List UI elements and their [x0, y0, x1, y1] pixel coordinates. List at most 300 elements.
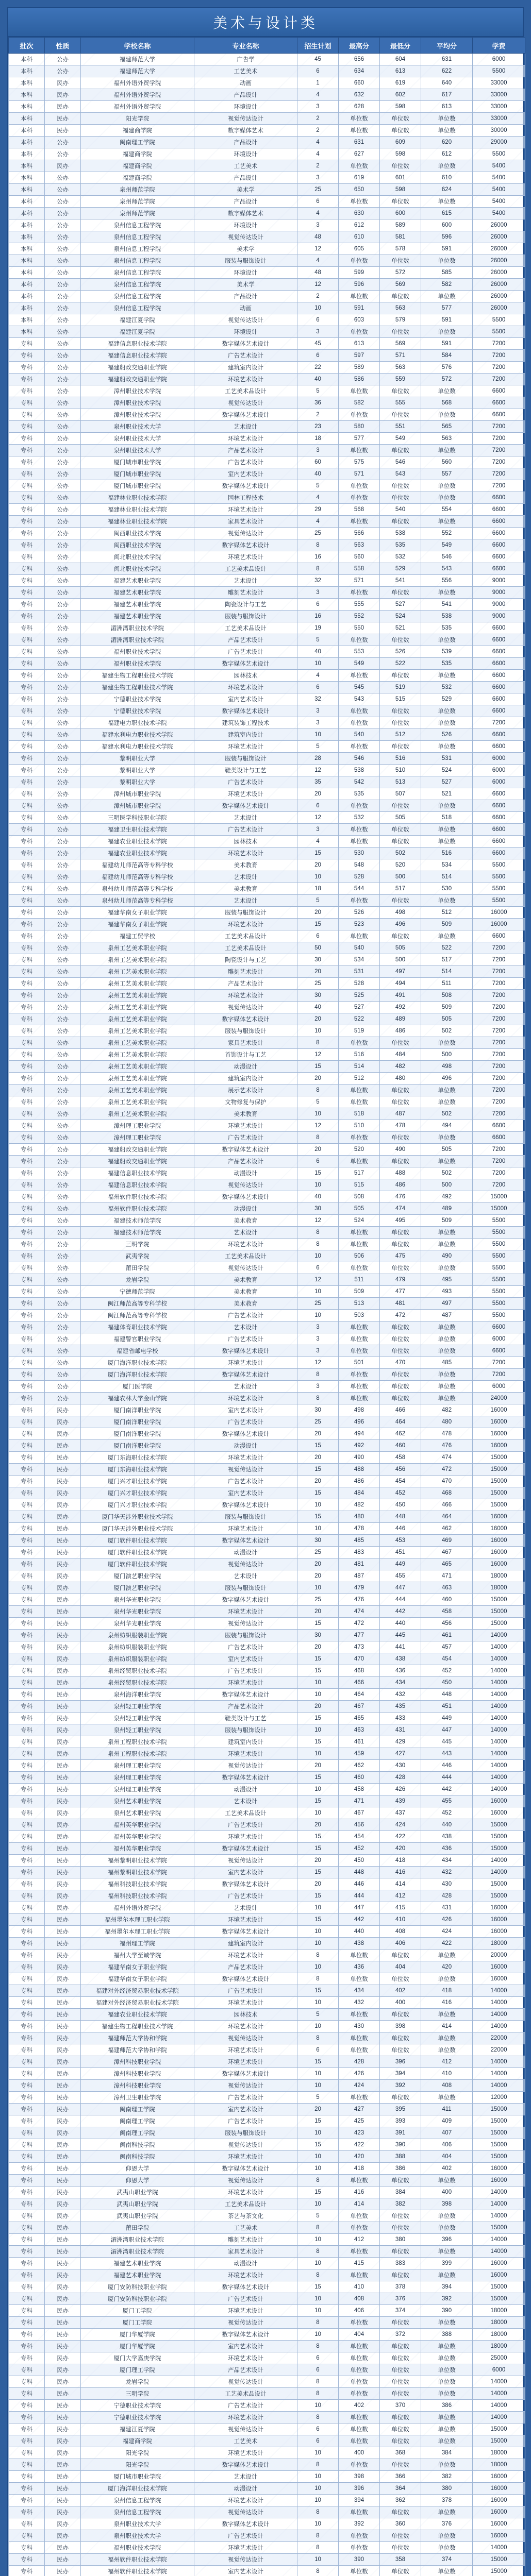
- min-score-cell: 415: [380, 1902, 421, 1914]
- batch-cell: 专科: [9, 2495, 45, 2506]
- plan-cell: 20: [297, 907, 339, 919]
- fee-cell: 18000: [473, 2459, 525, 2471]
- min-score-cell: 360: [380, 2518, 421, 2530]
- fee-cell: 14000: [473, 1867, 525, 1878]
- school-cell: 武夷山职业学院: [81, 2198, 194, 2210]
- school-cell: 泉州艺术职业学院: [81, 1807, 194, 1819]
- batch-cell: 专科: [9, 1653, 45, 1665]
- fee-cell: 16000: [473, 1926, 525, 1938]
- batch-cell: 专科: [9, 2317, 45, 2329]
- school-cell: 泉州纺织服装职业学院: [81, 1641, 194, 1653]
- avg-score-cell: 471: [421, 1570, 473, 1582]
- school-cell: 厦门医学院: [81, 1381, 194, 1393]
- fee-cell: 14000: [473, 2542, 525, 2554]
- major-cell: 视觉传达设计: [194, 397, 297, 409]
- plan-cell: 5: [297, 634, 339, 646]
- school-cell: 闽西职业技术学院: [81, 528, 194, 539]
- avg-score-cell: 508: [421, 990, 473, 1002]
- type-cell: 民办: [45, 2459, 81, 2471]
- table-row: [9, 1606, 525, 1618]
- max-score-cell: 430: [339, 2021, 380, 2032]
- avg-score-cell: 443: [421, 1748, 473, 1760]
- school-cell: 福建华南女子职业学院: [81, 919, 194, 930]
- table-row: [9, 2056, 525, 2068]
- major-cell: 美术教育: [194, 1274, 297, 1286]
- type-cell: 民办: [45, 1938, 81, 1950]
- batch-cell: 专科: [9, 1772, 45, 1784]
- plan-cell: 2: [297, 160, 339, 172]
- school-cell: 泉州理工职业学院: [81, 1772, 194, 1784]
- plan-cell: 3: [297, 1381, 339, 1393]
- plan-cell: 12: [297, 279, 339, 291]
- avg-score-cell: 455: [421, 1795, 473, 1807]
- avg-score-cell: 单位数: [421, 2459, 473, 2471]
- min-score-cell: 549: [380, 433, 421, 445]
- max-score-cell: 422: [339, 2139, 380, 2151]
- table-row: [9, 836, 525, 848]
- table-row: [9, 2080, 525, 2092]
- table-row: [9, 172, 525, 184]
- batch-cell: 专科: [9, 1108, 45, 1120]
- major-cell: 广告艺术设计: [194, 824, 297, 836]
- avg-score-cell: 376: [421, 2518, 473, 2530]
- batch-cell: 专科: [9, 2021, 45, 2032]
- min-score-cell: 396: [380, 2056, 421, 2068]
- major-cell: 动漫设计: [194, 1203, 297, 1215]
- batch-cell: 专科: [9, 2032, 45, 2044]
- batch-cell: 专科: [9, 1476, 45, 1487]
- batch-cell: 本科: [9, 77, 45, 89]
- fee-cell: 6600: [473, 788, 525, 800]
- school-cell: 福建信息职业技术学院: [81, 338, 194, 350]
- type-cell: 公办: [45, 693, 81, 705]
- max-score-cell: 461: [339, 1736, 380, 1748]
- plan-cell: 6: [297, 65, 339, 77]
- type-cell: 民办: [45, 2530, 81, 2542]
- type-cell: 公办: [45, 1369, 81, 1381]
- school-cell: 福建幼儿师范高等专科学校: [81, 871, 194, 883]
- plan-cell: 50: [297, 942, 339, 954]
- plan-cell: 15: [297, 2139, 339, 2151]
- major-cell: 数字媒体艺术设计: [194, 800, 297, 812]
- type-cell: 公办: [45, 231, 81, 243]
- min-score-cell: 581: [380, 231, 421, 243]
- school-cell: 厦门软件职业技术学院: [81, 1547, 194, 1558]
- max-score-cell: 508: [339, 1191, 380, 1203]
- plan-cell: 10: [297, 1807, 339, 1819]
- major-cell: 环境艺术设计: [194, 1239, 297, 1250]
- batch-cell: 专科: [9, 2163, 45, 2175]
- min-score-cell: 515: [380, 693, 421, 705]
- batch-cell: 专科: [9, 1855, 45, 1867]
- table-row: [9, 930, 525, 942]
- batch-cell: 专科: [9, 836, 45, 848]
- table-row: [9, 2281, 525, 2293]
- batch-cell: 专科: [9, 1037, 45, 1049]
- min-score-cell: 单位数: [380, 1973, 421, 1985]
- min-score-cell: 512: [380, 729, 421, 741]
- avg-score-cell: 单位数: [421, 1345, 473, 1357]
- max-score-cell: 575: [339, 456, 380, 468]
- table-row: [9, 1404, 525, 1416]
- type-cell: 公办: [45, 362, 81, 374]
- min-score-cell: 404: [380, 1961, 421, 1973]
- type-cell: 民办: [45, 2163, 81, 2175]
- max-score-cell: 548: [339, 859, 380, 871]
- batch-cell: 专科: [9, 516, 45, 528]
- type-cell: 民办: [45, 1570, 81, 1582]
- table-row: [9, 1037, 525, 1049]
- plan-cell: 6: [297, 2435, 339, 2447]
- avg-score-cell: 单位数: [421, 800, 473, 812]
- table-row: [9, 1985, 525, 1997]
- school-cell: 厦门华厦学院: [81, 2329, 194, 2341]
- batch-cell: 专科: [9, 824, 45, 836]
- avg-score-cell: 512: [421, 907, 473, 919]
- school-cell: 漳州城市职业学院: [81, 800, 194, 812]
- avg-score-cell: 单位数: [421, 2388, 473, 2400]
- type-cell: 民办: [45, 1416, 81, 1428]
- school-cell: 福建艺术职业学院: [81, 599, 194, 611]
- major-cell: 园林工程技术: [194, 492, 297, 504]
- min-score-cell: 单位数: [380, 2435, 421, 2447]
- table-row: [9, 2269, 525, 2281]
- school-cell: 三明学院: [81, 2388, 194, 2400]
- table-row: [9, 77, 525, 89]
- school-cell: 福建林业职业技术学院: [81, 504, 194, 516]
- table-row: [9, 765, 525, 776]
- fee-cell: 29000: [473, 137, 525, 148]
- school-cell: 泉州信息工程学院: [81, 291, 194, 302]
- max-score-cell: 496: [339, 1416, 380, 1428]
- school-cell: 泉州工艺美术职业学院: [81, 942, 194, 954]
- school-cell: 厦门南洋职业学院: [81, 1428, 194, 1440]
- table-row: [9, 2021, 525, 2032]
- batch-cell: 专科: [9, 954, 45, 966]
- avg-score-cell: 单位数: [421, 634, 473, 646]
- major-cell: 视觉传达设计: [194, 1558, 297, 1570]
- min-score-cell: 单位数: [380, 930, 421, 942]
- school-cell: 泉州信息工程学院: [81, 2495, 194, 2506]
- plan-cell: 10: [297, 2400, 339, 2412]
- major-cell: 视觉传达设计: [194, 2139, 297, 2151]
- min-score-cell: 单位数: [380, 2412, 421, 2424]
- plan-cell: 23: [297, 421, 339, 433]
- type-cell: 民办: [45, 2044, 81, 2056]
- plan-cell: 10: [297, 2127, 339, 2139]
- avg-score-cell: 378: [421, 2495, 473, 2506]
- type-cell: 民办: [45, 1689, 81, 1701]
- min-score-cell: 438: [380, 1653, 421, 1665]
- max-score-cell: 446: [339, 1878, 380, 1890]
- max-score-cell: 单位数: [339, 2388, 380, 2400]
- max-score-cell: 520: [339, 1144, 380, 1156]
- max-score-cell: 单位数: [339, 1037, 380, 1049]
- avg-score-cell: 526: [421, 729, 473, 741]
- school-cell: 福建生物工程职业技术学院: [81, 670, 194, 682]
- plan-cell: 25: [297, 1594, 339, 1606]
- major-cell: 环境设计: [194, 148, 297, 160]
- fee-cell: 5500: [473, 1250, 525, 1262]
- max-score-cell: 单位数: [339, 2032, 380, 2044]
- plan-cell: 10: [297, 1938, 339, 1950]
- batch-cell: 专科: [9, 1795, 45, 1807]
- min-score-cell: 单位数: [380, 1333, 421, 1345]
- min-score-cell: 486: [380, 1025, 421, 1037]
- table-row: [9, 2530, 525, 2542]
- school-cell: 泉州师范学院: [81, 208, 194, 219]
- min-score-cell: 单位数: [380, 2566, 421, 2576]
- plan-cell: 20: [297, 1570, 339, 1582]
- type-cell: 公办: [45, 1002, 81, 1013]
- batch-cell: 专科: [9, 456, 45, 468]
- table-row: [9, 788, 525, 800]
- type-cell: 公办: [45, 599, 81, 611]
- plan-cell: 8: [297, 563, 339, 575]
- batch-cell: 专科: [9, 1523, 45, 1535]
- min-score-cell: 477: [380, 1286, 421, 1298]
- major-cell: 环境设计: [194, 267, 297, 279]
- plan-cell: 8: [297, 2388, 339, 2400]
- avg-score-cell: 534: [421, 859, 473, 871]
- min-score-cell: 单位数: [380, 1381, 421, 1393]
- type-cell: 民办: [45, 1795, 81, 1807]
- avg-score-cell: 386: [421, 2400, 473, 2412]
- school-cell: 闽南科技学院: [81, 2139, 194, 2151]
- avg-score-cell: 556: [421, 575, 473, 587]
- batch-cell: 专科: [9, 2412, 45, 2424]
- avg-score-cell: 535: [421, 622, 473, 634]
- min-score-cell: 551: [380, 421, 421, 433]
- plan-cell: 20: [297, 1073, 339, 1084]
- table-row: [9, 2388, 525, 2400]
- table-row: [9, 1002, 525, 1013]
- min-score-cell: 380: [380, 2234, 421, 2246]
- fee-cell: 6600: [473, 539, 525, 551]
- batch-cell: 本科: [9, 148, 45, 160]
- max-score-cell: 单位数: [339, 705, 380, 717]
- avg-score-cell: 502: [421, 1167, 473, 1179]
- type-cell: 公办: [45, 445, 81, 456]
- plan-cell: 10: [297, 1250, 339, 1262]
- type-cell: 公办: [45, 1096, 81, 1108]
- fee-cell: 7200: [473, 433, 525, 445]
- type-cell: 公办: [45, 1203, 81, 1215]
- max-score-cell: 单位数: [339, 1156, 380, 1167]
- type-cell: 公办: [45, 326, 81, 338]
- plan-cell: 8: [297, 539, 339, 551]
- school-cell: 泉州工艺美术职业学院: [81, 1073, 194, 1084]
- batch-cell: 专科: [9, 2068, 45, 2080]
- max-score-cell: 487: [339, 1570, 380, 1582]
- batch-cell: 本科: [9, 219, 45, 231]
- min-score-cell: 单位数: [380, 717, 421, 729]
- fee-cell: 5500: [473, 326, 525, 338]
- plan-cell: 10: [297, 1677, 339, 1689]
- school-cell: 泉州工艺美术职业学院: [81, 954, 194, 966]
- batch-cell: 专科: [9, 1191, 45, 1203]
- major-cell: 产品艺术设计: [194, 2364, 297, 2376]
- batch-cell: 专科: [9, 1487, 45, 1499]
- max-score-cell: 428: [339, 2056, 380, 2068]
- major-cell: 数字媒体艺术设计: [194, 2518, 297, 2530]
- batch-cell: 专科: [9, 1061, 45, 1073]
- batch-cell: 专科: [9, 2518, 45, 2530]
- table-row: [9, 1333, 525, 1345]
- max-score-cell: 566: [339, 528, 380, 539]
- type-cell: 公办: [45, 243, 81, 255]
- major-cell: 工艺美术: [194, 65, 297, 77]
- batch-cell: 专科: [9, 1345, 45, 1357]
- table-row: [9, 1073, 525, 1084]
- type-cell: 公办: [45, 374, 81, 385]
- type-cell: 民办: [45, 1855, 81, 1867]
- school-cell: 泉州师范学院: [81, 184, 194, 196]
- plan-cell: 20: [297, 966, 339, 978]
- min-score-cell: 526: [380, 646, 421, 658]
- school-cell: 漳州科技职业学院: [81, 2068, 194, 2080]
- batch-cell: 专科: [9, 492, 45, 504]
- table-row: [9, 1535, 525, 1547]
- table-row: [9, 2518, 525, 2530]
- school-cell: 闽北职业技术学院: [81, 551, 194, 563]
- batch-cell: 本科: [9, 184, 45, 196]
- type-cell: 民办: [45, 1724, 81, 1736]
- type-cell: 民办: [45, 2483, 81, 2495]
- fee-cell: 33000: [473, 77, 525, 89]
- plan-cell: 8: [297, 2222, 339, 2234]
- max-score-cell: 527: [339, 1002, 380, 1013]
- max-score-cell: 单位数: [339, 2566, 380, 2576]
- fee-cell: 14000: [473, 1630, 525, 1641]
- avg-score-cell: 529: [421, 693, 473, 705]
- school-cell: 福建信息职业技术学院: [81, 1167, 194, 1179]
- major-cell: 环境艺术设计: [194, 2352, 297, 2364]
- fee-cell: 5500: [473, 1215, 525, 1227]
- max-score-cell: 512: [339, 1073, 380, 1084]
- batch-cell: 专科: [9, 2056, 45, 2068]
- fee-cell: 5400: [473, 160, 525, 172]
- avg-score-cell: 单位数: [421, 326, 473, 338]
- type-cell: 民办: [45, 2495, 81, 2506]
- plan-cell: 15: [297, 1867, 339, 1878]
- plan-cell: 8: [297, 2542, 339, 2554]
- max-score-cell: 468: [339, 1665, 380, 1677]
- fee-cell: 6600: [473, 397, 525, 409]
- plan-cell: 19: [297, 622, 339, 634]
- fee-cell: 16000: [473, 1807, 525, 1819]
- major-cell: 鞋类设计与工艺: [194, 765, 297, 776]
- max-score-cell: 440: [339, 1926, 380, 1938]
- plan-cell: 5: [297, 1096, 339, 1108]
- type-cell: 民办: [45, 2056, 81, 2068]
- fee-cell: 7200: [473, 1025, 525, 1037]
- major-cell: 室内艺术设计: [194, 2566, 297, 2576]
- major-cell: 环境艺术设计: [194, 1914, 297, 1926]
- type-cell: 公办: [45, 729, 81, 741]
- major-cell: 环境艺术设计: [194, 1831, 297, 1843]
- plan-cell: 8: [297, 1393, 339, 1404]
- major-cell: 动漫设计: [194, 2483, 297, 2495]
- fee-cell: 26000: [473, 231, 525, 243]
- major-cell: 工艺美术品设计: [194, 1250, 297, 1262]
- fee-cell: 6000: [473, 2364, 525, 2376]
- avg-score-cell: 557: [421, 468, 473, 480]
- school-cell: 厦门南洋职业学院: [81, 1416, 194, 1428]
- major-cell: 环境艺术设计: [194, 2542, 297, 2554]
- table-row: [9, 2329, 525, 2341]
- max-score-cell: 522: [339, 1013, 380, 1025]
- school-cell: 福建信息职业技术学院: [81, 1179, 194, 1191]
- plan-cell: 10: [297, 2483, 339, 2495]
- max-score-cell: 单位数: [339, 2222, 380, 2234]
- plan-cell: 3: [297, 717, 339, 729]
- type-cell: 民办: [45, 1997, 81, 2009]
- batch-cell: 专科: [9, 1701, 45, 1713]
- school-cell: 厦门南洋职业学院: [81, 1440, 194, 1452]
- type-cell: 公办: [45, 1393, 81, 1404]
- max-score-cell: 424: [339, 2080, 380, 2092]
- type-cell: 公办: [45, 1381, 81, 1393]
- plan-cell: 10: [297, 2258, 339, 2269]
- min-score-cell: 445: [380, 1630, 421, 1641]
- major-cell: 艺术设计: [194, 895, 297, 907]
- school-cell: 福建船政交通职业学院: [81, 362, 194, 374]
- batch-cell: 专科: [9, 2246, 45, 2258]
- max-score-cell: 410: [339, 2281, 380, 2293]
- table-row: [9, 409, 525, 421]
- batch-cell: 本科: [9, 65, 45, 77]
- max-score-cell: 484: [339, 1487, 380, 1499]
- min-score-cell: 406: [380, 1938, 421, 1950]
- school-cell: 泉州信息工程学院: [81, 255, 194, 267]
- fee-cell: 16000: [473, 1440, 525, 1452]
- plan-cell: 15: [297, 2115, 339, 2127]
- table-row: [9, 421, 525, 433]
- batch-cell: 专科: [9, 575, 45, 587]
- batch-cell: 专科: [9, 2447, 45, 2459]
- max-score-cell: 473: [339, 1641, 380, 1653]
- fee-cell: 7200: [473, 717, 525, 729]
- min-score-cell: 541: [380, 575, 421, 587]
- type-cell: 公办: [45, 824, 81, 836]
- avg-score-cell: 468: [421, 1487, 473, 1499]
- major-cell: 环境艺术设计: [194, 2056, 297, 2068]
- batch-cell: 专科: [9, 1404, 45, 1416]
- batch-cell: 专科: [9, 1736, 45, 1748]
- min-score-cell: 单位数: [380, 2341, 421, 2352]
- batch-cell: 专科: [9, 776, 45, 788]
- major-cell: 展示艺术设计: [194, 1084, 297, 1096]
- fee-cell: 16000: [473, 1428, 525, 1440]
- batch-cell: 专科: [9, 2198, 45, 2210]
- min-score-cell: 424: [380, 1819, 421, 1831]
- school-cell: 福建华南女子职业学院: [81, 907, 194, 919]
- school-cell: 福建艺术职业学院: [81, 575, 194, 587]
- min-score-cell: 单位数: [380, 2246, 421, 2258]
- plan-cell: 15: [297, 1061, 339, 1073]
- table-row: [9, 966, 525, 978]
- school-cell: 福州外语外贸学院: [81, 77, 194, 89]
- avg-score-cell: 402: [421, 2163, 473, 2175]
- major-cell: 室内艺术设计: [194, 693, 297, 705]
- max-score-cell: 627: [339, 148, 380, 160]
- table-row: [9, 231, 525, 243]
- max-score-cell: 单位数: [339, 2424, 380, 2435]
- batch-cell: 专科: [9, 1096, 45, 1108]
- plan-cell: 5: [297, 2009, 339, 2021]
- plan-cell: 20: [297, 1558, 339, 1570]
